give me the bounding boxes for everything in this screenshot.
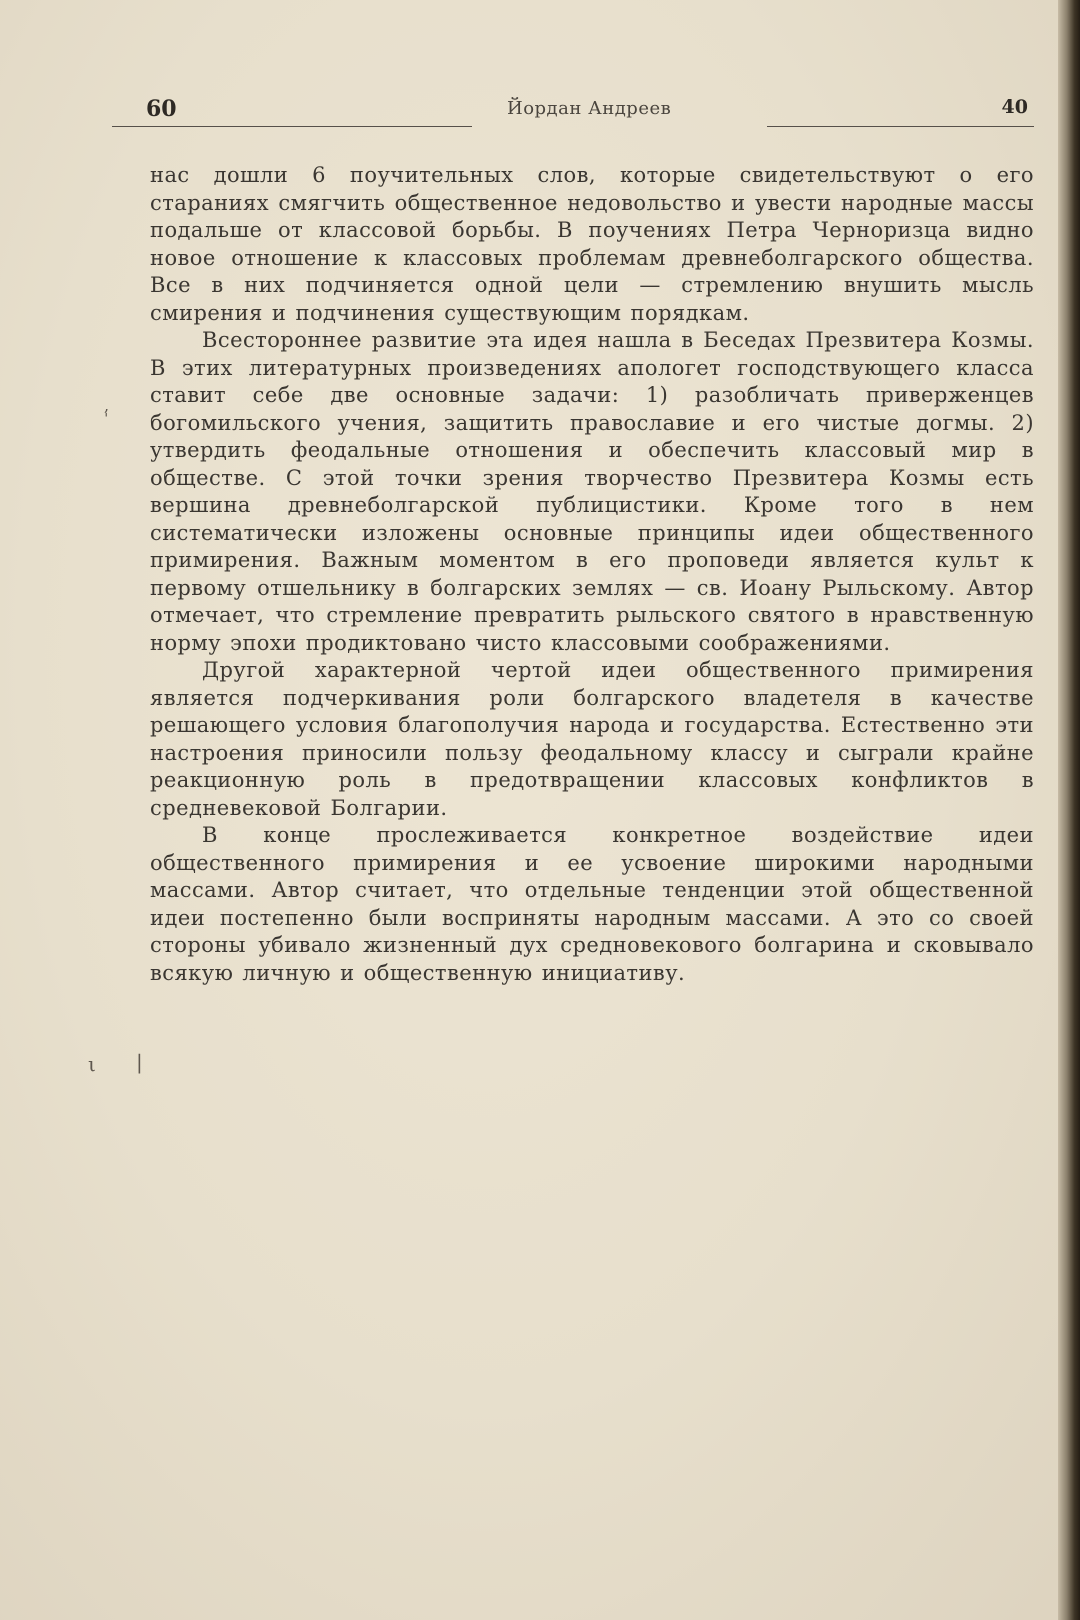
paragraph-2: Всестороннее развитие эта идея нашла в Беседах Презвитера Козмы. В этих литературных произведениях апологет господствующего класса ставит себе две основные задачи: 1) разобличать приверженцев богомильского учения, защитить православие и его чистые догмы. 2) утвердить феодальные отношения и обеспечить классовый мир в обществе. С этой точки зрения творчество Презвитера Козмы есть вершина древнеболгарской публицистики. Кроме того в нем систематически изложены основные принципы идеи общественного примирения. Важным моментом в его проповеди является культ к первому отшельнику в болгарских землях — св. Иоану Рыльскому. Автор отмечает, что стремление превратить рыльского святого в нравственную норму эпохи продиктовано чисто классовыми соображениями. [150, 328, 1034, 655]
page-number-left: 60 [146, 96, 177, 122]
header-rule-left [112, 126, 472, 127]
margin-tick-mark: ι [88, 1052, 96, 1076]
margin-tick-mark: | [136, 1050, 143, 1074]
page-header [112, 88, 1034, 128]
body-text [150, 162, 1034, 987]
page-number-right: 40 [1001, 96, 1028, 118]
paragraph-3: Другой характерной чертой идеи общественного примирения является подчеркивания роли болгарского владетеля в качестве решающего условия благополучия народа и государства. Естественно эти настроения приносили пользу феодальному классу и сыграли крайне реакционную роль в предотвращении классовых конфликтов в средневековой Болгарии. [150, 658, 1034, 820]
paragraph-4: В конце прослеживается конкретное воздействие идеи общественного примирения и ее усвоение широкими народными массами. Автор считает, что отдельные тенденции этой общественной идеи постепенно были восприняты народным массами. А это со своей стороны убивало жизненный дух средновекового болгарина и сковывало всякую личную и общественную инициативу. [150, 823, 1034, 985]
header-rule-right [767, 126, 1034, 127]
book-spine-shadow [1058, 0, 1080, 1620]
margin-tick-mark: ˈ [104, 410, 109, 429]
paragraph-1: нас дошли 6 поучительных слов, которые свидетельствуют о его стараниях смягчить общественное недовольство и увести народные массы подальше от классовой борьбы. В поучениях Петра Черноризца видно новое отношение к классовых проблемам древнеболгарского общества. Все в них подчиняется одной цели — стремлению внушить мысль смирения и подчинения существующим порядкам. [150, 163, 1034, 325]
running-title: Йордан Андреев [507, 98, 672, 119]
margin-tick-mark: , [104, 396, 110, 415]
